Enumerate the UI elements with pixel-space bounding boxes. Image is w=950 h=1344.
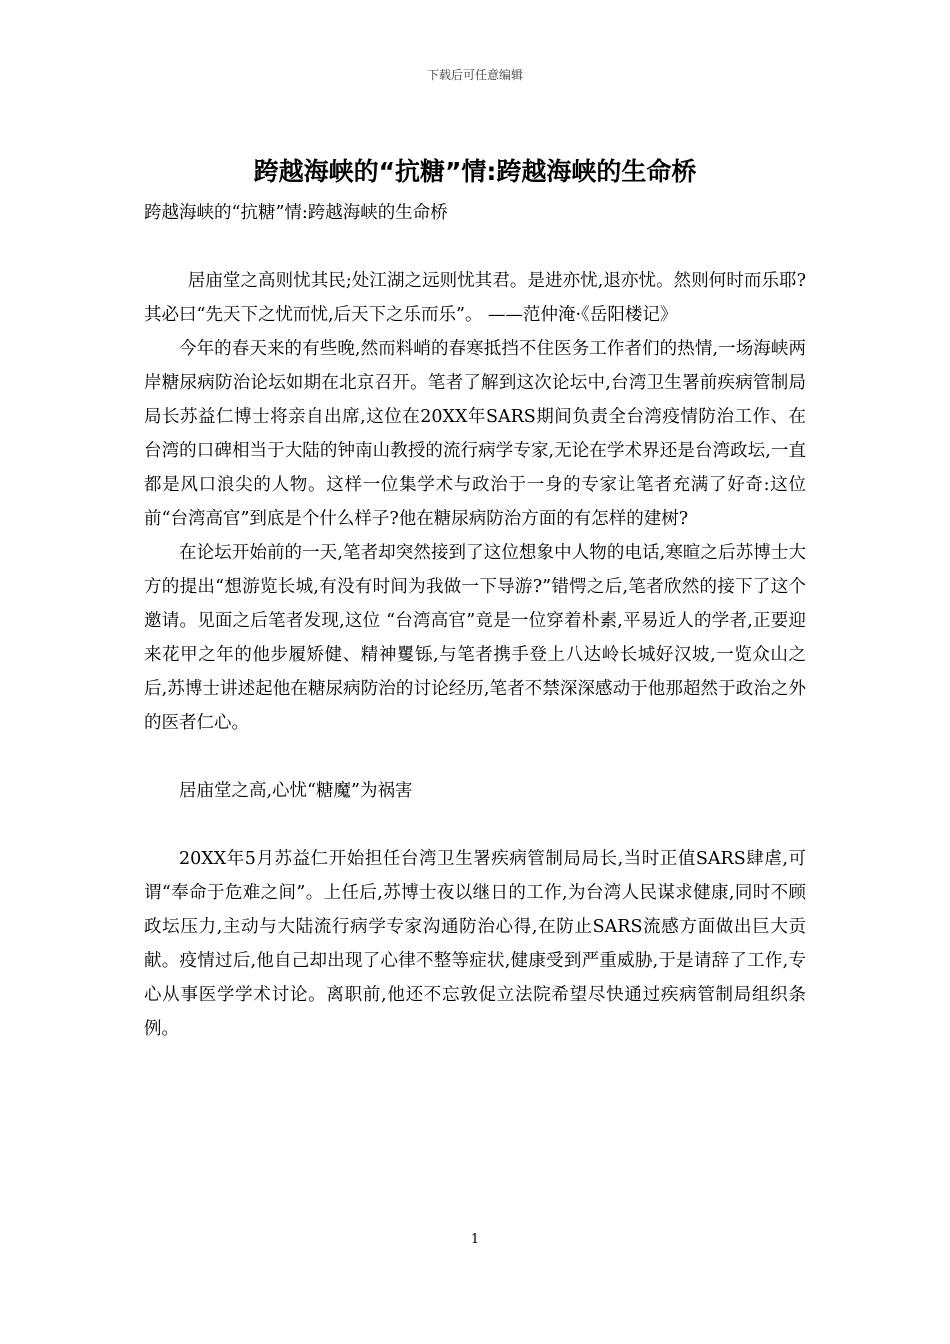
paragraph-career: 20XX年5月苏益仁开始担任台湾卫生署疾病管制局局长,当时正值SARS肆虐,可谓“奉命于危难之间”。上任后,苏博士夜以继日的工作,为台湾人民谋求健康,同时不顾政坛压力,主动与大陆流行病学专家沟通防治心得,在防止SARS流感方面做出巨大贡献。疫情过后,他自己却出现了心律不整等症状,健康受到严重威胁,于是请辞了工作,专心从事医学学术讨论。离职前,他还不忘敦促立法院希望尽快通过疾病管制局组织条例。 bbox=[144, 849, 806, 1039]
document-body bbox=[144, 196, 806, 1046]
paragraph-intro: 今年的春天来的有些晚,然而料峭的春寒抵挡不住医务工作者们的热情,一场海峡两岸糖尿病防治论坛如期在北京召开。笔者了解到这次论坛中,台湾卫生署前疾病管制局局长苏益仁博士将亲自出席,这位在20XX年SARS期间负责全台湾疫情防治工作、在台湾的口碑相当于大陆的钟南山教授的流行病学专家,无论在学术界还是台湾政坛,一直都是风口浪尖的人物。这样一位集学术与政治于一身的专家让笔者充满了好奇:这位前“台湾高官”到底是个什么样子?他在糖尿病防治方面的有怎样的建树? bbox=[144, 339, 806, 529]
section-heading: 居庙堂之高,心忧“糖魔”为祸害 bbox=[179, 781, 413, 801]
document-subtitle: 跨越海峡的“抗糖”情:跨越海峡的生命桥 bbox=[144, 203, 448, 223]
paragraph-great-wall: 在论坛开始前的一天,笔者却突然接到了这位想象中人物的电话,寒暄之后苏博士大方的提出“想游览长城,有没有时间为我做一下导游?”错愕之后,笔者欣然的接下了这个邀请。见面之后笔者发现,这位 “台湾高官”竟是一位穿着朴素,平易近人的学者,正要迎来花甲之年的他步履矫健、精神矍铄,与笔者携手登上八达岭长城好汉坡,一览众山之后,苏博士讲述起他在糖尿病防治的讨论经历,笔者不禁深深感动于他那超然于政治之外的医者仁心。 bbox=[144, 543, 806, 733]
page-header: 下载后可任意编辑 bbox=[426, 68, 523, 82]
page-number: 1 bbox=[470, 1232, 480, 1247]
paragraph-quote: 居庙堂之高则忧其民;处江湖之远则忧其君。是进亦忧,退亦忧。然则何时而乐耶?其必曰“先天下之忧而忧,后天下之乐而乐”。 ——范仲淹·《岳阳楼记》 bbox=[144, 271, 806, 325]
document-title: 跨越海峡的“抗糖”情:跨越海峡的生命桥 bbox=[253, 157, 697, 186]
